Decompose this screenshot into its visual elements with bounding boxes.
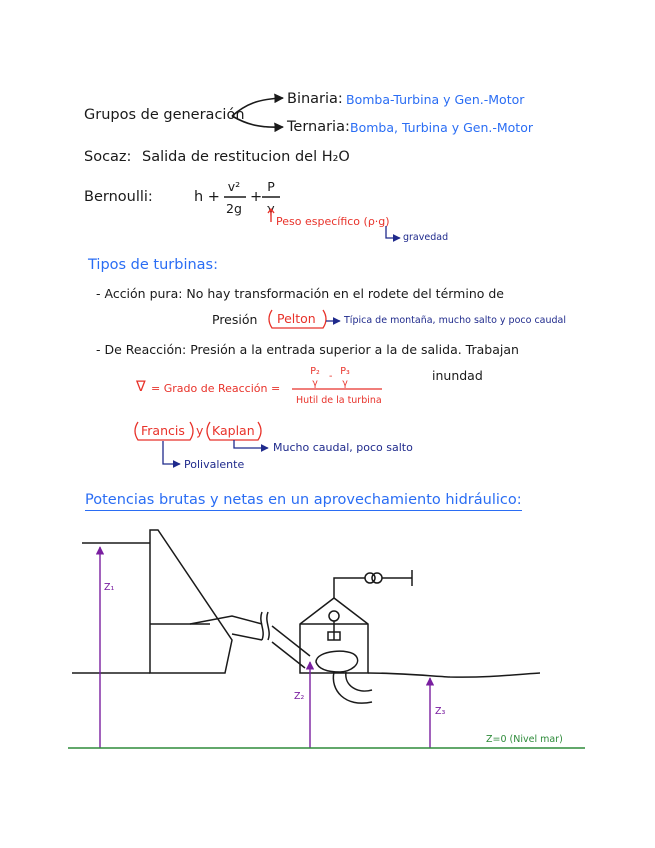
bernoulli-label: Bernoulli: [84, 189, 153, 205]
z2-label: Z₂ [294, 691, 305, 702]
grado-num-b-den: γ [342, 378, 348, 389]
z1-label: Z₁ [104, 582, 115, 593]
grupos-label: Grupos de generación [84, 107, 245, 123]
y-label: y [196, 423, 204, 438]
francis-kaplan-marks [135, 422, 268, 464]
francis-label: Francis [141, 423, 185, 438]
pelton-bracket [269, 310, 326, 328]
peso-pointer [268, 209, 274, 222]
z3-label: Z₃ [435, 706, 446, 717]
kaplan-note: Mucho caudal, poco salto [273, 441, 413, 454]
grado-num-a-den: γ [312, 378, 318, 389]
socaz-label: Socaz: [84, 149, 132, 165]
bernoulli-v-den: 2g [226, 201, 242, 216]
tipos-title: Tipos de turbinas: [88, 257, 218, 273]
z0-label: Z=0 (Nivel mar) [486, 734, 563, 745]
grado-num-b: P₃ [340, 366, 350, 377]
socaz-text: Salida de restitucion del H₂O [142, 149, 350, 165]
inundad-text: inundad [432, 368, 483, 383]
peso-especifico-note: Peso específico (ρ·g) [276, 215, 390, 228]
dam [150, 530, 232, 673]
grado-num-a: P₂ [310, 366, 320, 377]
reaccion-line: - De Reacción: Presión a la entrada superior a la de salida. Trabajan [96, 342, 519, 357]
accion-line2: Presión [212, 312, 258, 327]
pelton-note: Típica de montaña, mucho salto y poco caudal [344, 315, 567, 326]
ternaria-label: Ternaria: [287, 119, 350, 135]
plant-diagram [72, 530, 540, 703]
grado-minus: - [329, 371, 333, 382]
polivalente-note: Polivalente [184, 458, 245, 471]
bernoulli-p-den: γ [267, 201, 275, 216]
grado-symbol: ∇ [136, 379, 146, 395]
tailrace-level [368, 673, 540, 677]
accion-line1: - Acción pura: No hay transformación en el rodete del término de [96, 286, 504, 301]
bernoulli-p-num: P [267, 179, 275, 194]
bernoulli-plus: + [250, 189, 263, 205]
grupos-branch-arrows [232, 98, 283, 127]
binaria-value: Bomba-Turbina y Gen.-Motor [346, 92, 525, 107]
grado-label: = Grado de Reacción = [151, 382, 281, 395]
bernoulli-v-num: v² [227, 179, 241, 194]
ternaria-value: Bomba, Turbina y Gen.-Motor [350, 120, 533, 135]
bernoulli-h: h + [194, 189, 220, 205]
gravedad-arrow [386, 226, 400, 238]
potencias-title: Potencias brutas y netas en un aprovechamiento hidráulico: [85, 493, 522, 511]
grado-den: Hutil de la turbina [296, 395, 382, 406]
binaria-label: Binaria: [287, 91, 343, 107]
penstock [190, 616, 262, 640]
pelton-label: Pelton [277, 311, 316, 326]
kaplan-label: Kaplan [212, 423, 255, 438]
gravedad-note: gravedad [403, 232, 449, 243]
